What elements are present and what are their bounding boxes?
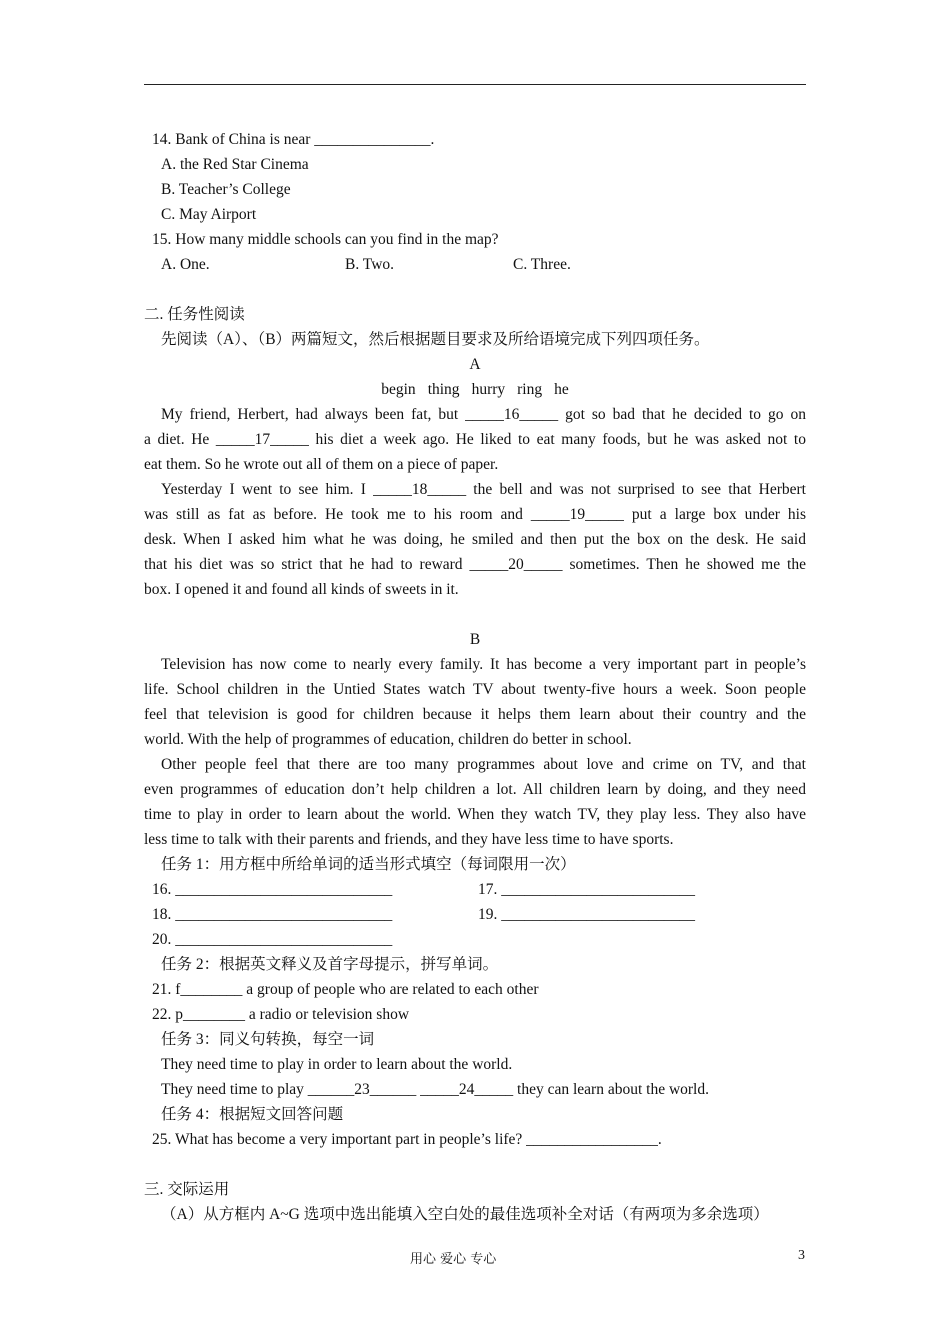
section-2-instruction: 先阅读（A）、（B）两篇短文，然后根据题目要求及所给语境完成下列四项任务。 bbox=[161, 331, 710, 348]
footer-motto: 用心 爱心 专心 bbox=[410, 1252, 497, 1267]
passage-b-line: Television has now come to nearly every family. It has become a very important part in people’s bbox=[161, 656, 806, 673]
section-2-title: 二. 任务性阅读 bbox=[144, 306, 245, 323]
page-content bbox=[144, 127, 806, 1227]
answer-row-18-19 bbox=[144, 902, 806, 927]
passage-a-line: desk. When I asked him what he was doing, he smiled and then put the box on the desk. He said bbox=[144, 531, 806, 548]
passage-b-line: time to play in order to learn about the world. When they watch TV, they play less. They also have bbox=[144, 806, 806, 823]
task-4-heading: 任务 4：根据短文回答问题 bbox=[161, 1106, 344, 1123]
question-15-option-c: C. Three. bbox=[513, 256, 571, 273]
passage-a-line: box. I opened it and found all kinds of sweets in it. bbox=[144, 581, 459, 598]
header-rule bbox=[144, 84, 806, 85]
passage-a-line: was still as fat as before. He took me to his room and _____19_____ put a large box under his bbox=[144, 506, 806, 523]
section-3-title: 三. 交际运用 bbox=[144, 1181, 230, 1198]
passage-a-line: Yesterday I went to see him. I _____18_____ the bell and was not surprised to see that Herbert bbox=[161, 481, 806, 498]
task-2-heading: 任务 2：根据英文释义及首字母提示，拼写单词。 bbox=[161, 956, 499, 973]
word-box-item: thing bbox=[427, 381, 460, 398]
answer-blank-16: 16. ____________________________ bbox=[152, 881, 393, 898]
passage-b-label: B bbox=[469, 631, 481, 648]
question-14-stem: 14. Bank of China is near _______________. bbox=[152, 131, 435, 148]
answer-blank-17: 17. _________________________ bbox=[478, 881, 695, 898]
answer-blank-19: 19. _________________________ bbox=[478, 906, 695, 923]
question-21: 21. f________ a group of people who are related to each other bbox=[152, 981, 539, 998]
passage-a-line: a diet. He _____17_____ his diet a week ago. He liked to eat many foods, but he was asked not to bbox=[144, 431, 806, 448]
question-14-option-b: B. Teacher’s College bbox=[161, 181, 291, 198]
task-3-sentence-2: They need time to play ______23______ _____24_____ they can learn about the world. bbox=[161, 1081, 709, 1098]
answer-row-16-17 bbox=[144, 877, 806, 902]
passage-b-line: world. With the help of programmes of education, children do better in school. bbox=[144, 731, 632, 748]
passage-b-line: life. School children in the Untied States watch TV about twenty-five hours a week. Soon people bbox=[144, 681, 806, 698]
word-box-item: hurry bbox=[471, 381, 506, 398]
question-15-options bbox=[144, 252, 806, 277]
word-box-item: he bbox=[554, 381, 569, 398]
section-3-instruction: （A）从方框内 A~G 选项中选出能填入空白处的最佳选项补全对话（有两项为多余选项） bbox=[161, 1206, 769, 1223]
question-15-stem: 15. How many middle schools can you find in the map? bbox=[152, 231, 499, 248]
answer-blank-20: 20. ____________________________ bbox=[152, 931, 393, 948]
question-14-option-c: C. May Airport bbox=[161, 206, 257, 223]
answer-blank-18: 18. ____________________________ bbox=[152, 906, 393, 923]
task-3-heading: 任务 3：同义句转换，每空一词 bbox=[161, 1031, 375, 1048]
word-box bbox=[144, 377, 806, 402]
passage-b-line: Other people feel that there are too many programmes about love and crime on TV, and that bbox=[161, 756, 806, 773]
task-3-sentence-1: They need time to play in order to learn about the world. bbox=[161, 1056, 513, 1073]
passage-b-line: feel that television is good for children because it helps them learn about their country and the bbox=[144, 706, 806, 723]
question-15-option-a: A. One. bbox=[161, 256, 210, 273]
passage-a-line: that his diet was so strict that he had to reward _____20_____ sometimes. Then he showed me the bbox=[144, 556, 806, 573]
passage-b-line: less time to talk with their parents and friends, and they have less time to have sports. bbox=[144, 831, 674, 848]
page-number: 3 bbox=[798, 1248, 805, 1263]
passage-a-label: A bbox=[469, 356, 481, 373]
word-box-item: begin bbox=[381, 381, 416, 398]
page-footer bbox=[0, 1248, 950, 1268]
passage-a-line: eat them. So he wrote out all of them on a piece of paper. bbox=[144, 456, 499, 473]
question-15-option-b: B. Two. bbox=[345, 256, 395, 273]
question-22: 22. p________ a radio or television show bbox=[152, 1006, 410, 1023]
question-25: 25. What has become a very important part in people’s life? _________________. bbox=[152, 1131, 662, 1148]
passage-b-line: even programmes of education don’t help children a lot. All children learn by doing, and they need bbox=[144, 781, 806, 798]
passage-a-line: My friend, Herbert, had always been fat, but _____16_____ got so bad that he decided to go on bbox=[161, 406, 806, 423]
word-box-item: ring bbox=[517, 381, 543, 398]
task-1-heading: 任务 1：用方框中所给单词的适当形式填空（每词限用一次） bbox=[161, 856, 576, 873]
question-14-option-a: A. the Red Star Cinema bbox=[161, 156, 309, 173]
